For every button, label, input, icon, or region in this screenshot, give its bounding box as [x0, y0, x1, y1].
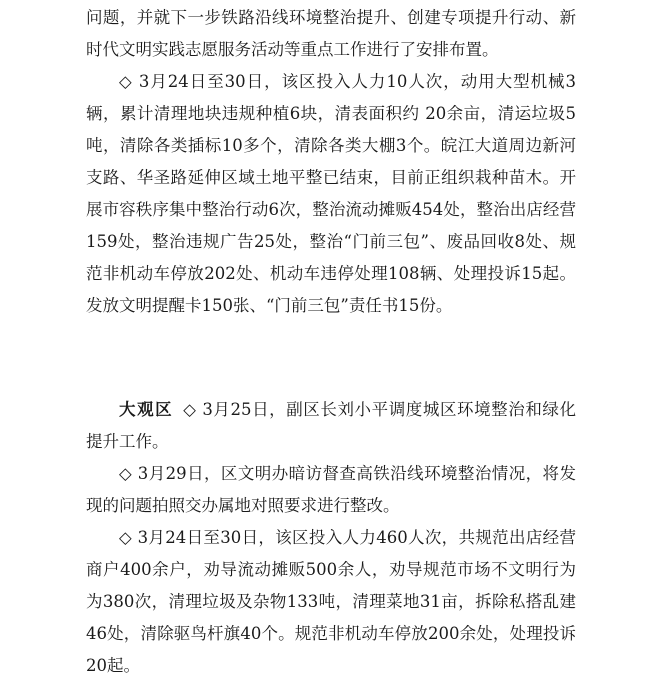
paragraph-weekly-report-2: ◇ 3月24日至30日，该区投入人力460人次，共规范出店经营商户400余户，劝导流动摊贩500余人，劝导规范市场不文明行为为380次，清理垃圾及杂物133吨，清理菜地31亩，拆除私搭乱建46处，清除驱鸟杆旗40个。规范非机动车停放200余处，处理投诉20起。 — [86, 528, 576, 675]
paragraph-inspection: ◇ 3月29日，区文明办暗访督查高铁沿线环境整治情况，将发现的问题拍照交办属地对照要求进行整改。 — [86, 464, 576, 515]
paragraph-weekly-report-1: ◇ 3月24日至30日，该区投入人力10人次，动用大型机械3辆，累计清理地块违规种植6块，清表面积约 20余亩，清运垃圾5吨，清除各类插标10多个，清除各类大棚3个。皖江大道周边新河支路、华圣路延伸区域土地平整已结束，目前正组织栽种苗木。开展市容秩序集中整治行动6次，整治流动摊贩454处，整治出店经营159处，整治违规广告25处，整治“门前三包”、废品回收8处、规范非机动车停放202处、机动车违停处理108辆、处理投诉15起。发放文明提醒卡150张、“门前三包”责任书15份。 — [86, 72, 576, 315]
district-heading: 大观区 — [119, 400, 174, 419]
paragraph-daguan-text: ◇ 3月25日，副区长刘小平调度城区环境整治和绿化提升工作。 — [86, 400, 577, 451]
paragraph-daguan-district — [86, 394, 576, 458]
paragraph-continuation: 问题，并就下一步铁路沿线环境整治提升、创建专项提升行动、新时代文明实践志愿服务活动等重点工作进行了安排布置。 — [86, 8, 576, 59]
